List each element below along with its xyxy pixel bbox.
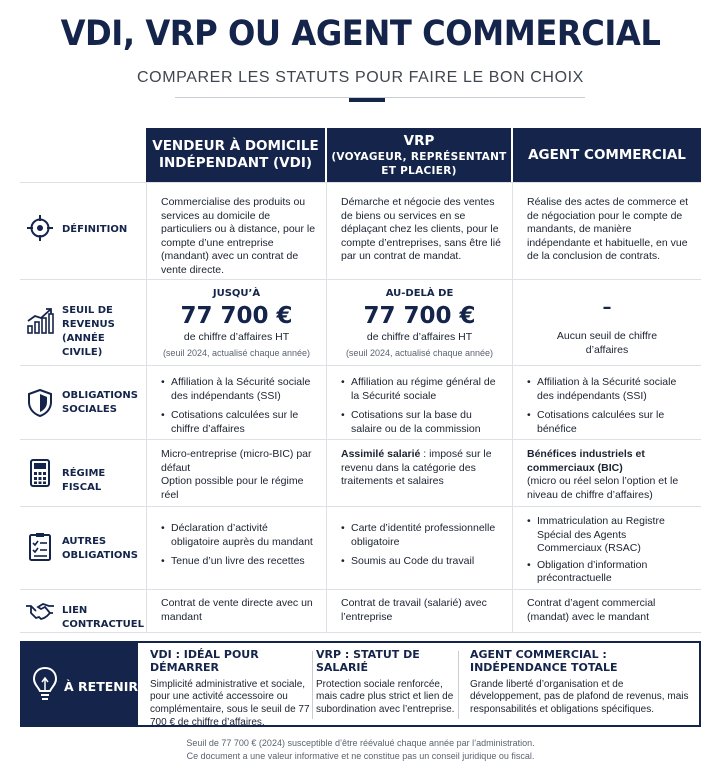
footer-line2: Ce document a une valeur informative et ne constitue pas un conseil juridique ou fiscal. (186, 751, 535, 761)
row-autres-obligations (20, 506, 701, 590)
lightbulb-icon (32, 666, 58, 704)
row-lien-contractuel (20, 589, 701, 633)
definition-vdi: Commercialise des produits ou services au domicile de particuliers ou à distance, pour le compte d’une entreprise (mandant) avec un contrat de vente directe. (161, 196, 316, 276)
lien-vdi: Contrat de vente directe avec un mandant (161, 597, 313, 623)
lien-agent: Contrat d’agent commercial (mandat) avec le mandant (527, 597, 656, 623)
regime-agent-bold: Bénéfices industriels et commerciaux (BIC) (527, 448, 645, 474)
regime-vrp-bold: Assimilé salarié (341, 448, 421, 460)
seuil-vdi-sub: de chiffre d’affaires HT (183, 330, 290, 343)
seuil-vdi-label: JUSQU’À (212, 288, 261, 299)
summary-vrp-text: Protection sociale renforcée, mais cadre plus strict et lien de subordination avec l’entreprise. (316, 678, 455, 716)
obligations-vrp-item: • Cotisations sur la base du salaire ou de la commission (341, 409, 504, 436)
seuil-vdi-note: (seuil 2024, actualisé chaque année) (162, 348, 311, 359)
handshake-icon (25, 596, 55, 626)
summary-vrp (316, 649, 456, 717)
obligations-agent-item: • Affiliation à la Sécurité sociale des indépendants (SSI) (527, 376, 693, 403)
autres-vdi-item: • Tenue d’un livre des recettes (161, 555, 318, 569)
autres-agent-item: • Obligation d’information précontractuelle (527, 559, 693, 586)
definition-vrp: Démarche et négocie des ventes de biens ou services en se déplaçant chez les clients, pour le compte d’entreprises, sans être lié par un contrat de mandat. (341, 196, 501, 263)
regime-vdi-line: Option possible pour le régime réel (161, 475, 304, 501)
row-label-lien-contractuel: LIEN CONTRACTUEL (62, 605, 144, 630)
page-subtitle: COMPARER LES STATUTS POUR FAIRE LE BON CHOIX (137, 69, 584, 86)
obligations-agent-item: • Cotisations calculées sur le bénéfice (527, 409, 693, 436)
footer-note (0, 737, 721, 763)
summary-divider (458, 651, 459, 719)
regime-agent-text: (micro ou réel selon l’option et le niveau de chiffre d’affaires) (527, 475, 679, 501)
shield-icon (25, 388, 55, 418)
summary-vdi-text: Simplicité administrative et sociale, pour une activité accessoire ou complémentaire, sous le seuil de 77 700 € de chiffre d’affaires. (150, 678, 310, 728)
comparison-table (20, 128, 701, 632)
checklist-icon (25, 532, 55, 562)
summary-vdi-title: VDI : IDÉAL POUR DÉMARRER (150, 648, 259, 674)
autres-agent-item: • Immatriculation au Registre Spécial des Agents Commerciaux (RSAC) (527, 515, 693, 556)
page-title: VDI, VRP OU AGENT COMMERCIAL (60, 14, 661, 54)
regime-vrp-text: : imposé sur le revenu dans la catégorie des traitements et salaires (341, 448, 492, 488)
header-vdi-line2: INDÉPENDANT (VDI) (158, 155, 313, 171)
row-definition (20, 182, 701, 280)
row-label-autres-obligations: AUTRES OBLIGATIONS (62, 536, 139, 561)
header-vdi-line1: VENDEUR À DOMICILE (152, 138, 319, 154)
row-label-seuil: SEUIL DE REVENUS (ANNÉE CIVILE) (62, 305, 115, 358)
calculator-icon (25, 458, 55, 488)
summary-agent (470, 649, 695, 717)
seuil-agent-dash: – (602, 297, 612, 318)
header-vrp (327, 128, 511, 182)
growth-chart-icon (25, 306, 55, 336)
obligations-vdi-item: • Cotisations calculées sur le chiffre d’affaires (161, 409, 318, 436)
summary-label: À RETENIR (64, 679, 138, 694)
row-obligations-sociales (20, 365, 701, 440)
summary-agent-title: AGENT COMMERCIAL : INDÉPENDANCE TOTALE (470, 648, 618, 674)
header-vdi (146, 128, 325, 182)
header-vrp-line3: ET PLACIER) (381, 164, 457, 177)
row-seuil (20, 279, 701, 366)
row-label-definition: DÉFINITION (62, 224, 128, 235)
summary-divider (312, 651, 313, 719)
summary-agent-text: Grande liberté d’organisation et de développement, pas de plafond de revenus, mais responsabilités et obligations spécifiques. (470, 678, 689, 716)
header-agent-line1: AGENT COMMERCIAL (528, 146, 686, 163)
summary-vdi (150, 649, 320, 730)
autres-vrp-item: • Carte d’identité professionnelle obligatoire (341, 522, 504, 549)
definition-agent: Réalise des actes de commerce et de négociation pour le compte de mandants, de manière indépendante et habituelle, en vue de la conclusion de contrats. (527, 196, 689, 263)
autres-vdi-item: • Déclaration d’activité obligatoire auprès du mandant (161, 522, 318, 549)
seuil-vdi-value: 77 700 € (180, 302, 293, 329)
autres-vrp-item: • Soumis au Code du travail (341, 555, 504, 569)
lien-vrp: Contrat de travail (salarié) avec l’entreprise (341, 597, 487, 623)
seuil-vrp-note: (seuil 2024, actualisé chaque année) (345, 348, 494, 359)
regime-vdi-line: Micro-entreprise (micro-BIC) par défaut (161, 448, 312, 474)
seuil-vrp-sub: de chiffre d’affaires HT (366, 330, 473, 343)
summary-box (20, 641, 701, 727)
summary-label-panel (22, 643, 138, 725)
seuil-vrp-value: 77 700 € (363, 302, 476, 329)
obligations-vdi-item: • Affiliation à la Sécurité sociale des indépendants (SSI) (161, 376, 318, 403)
target-icon (25, 213, 55, 243)
header-agent (513, 128, 701, 182)
obligations-vrp-item: • Affiliation au régime général de la Sécurité sociale (341, 376, 504, 403)
footer-line1: Seuil de 77 700 € (2024) susceptible d’être réévalué chaque année par l’administration. (186, 738, 535, 748)
row-label-obligations-sociales: OBLIGATIONS SOCIALES (62, 390, 139, 415)
row-regime-fiscal (20, 439, 701, 507)
summary-vrp-title: VRP : STATUT DE SALARIÉ (316, 648, 420, 674)
row-label-regime-fiscal: RÉGIME FISCAL (62, 468, 106, 493)
subtitle-accent (349, 98, 385, 102)
seuil-vrp-label: AU-DELÀ DE (385, 288, 454, 299)
header-vrp-line2: (VOYAGEUR, REPRÉSENTANT (331, 150, 507, 163)
header-vrp-line1: VRP (403, 132, 435, 149)
seuil-agent-text: Aucun seuil de chiffre d’affaires (556, 330, 658, 356)
